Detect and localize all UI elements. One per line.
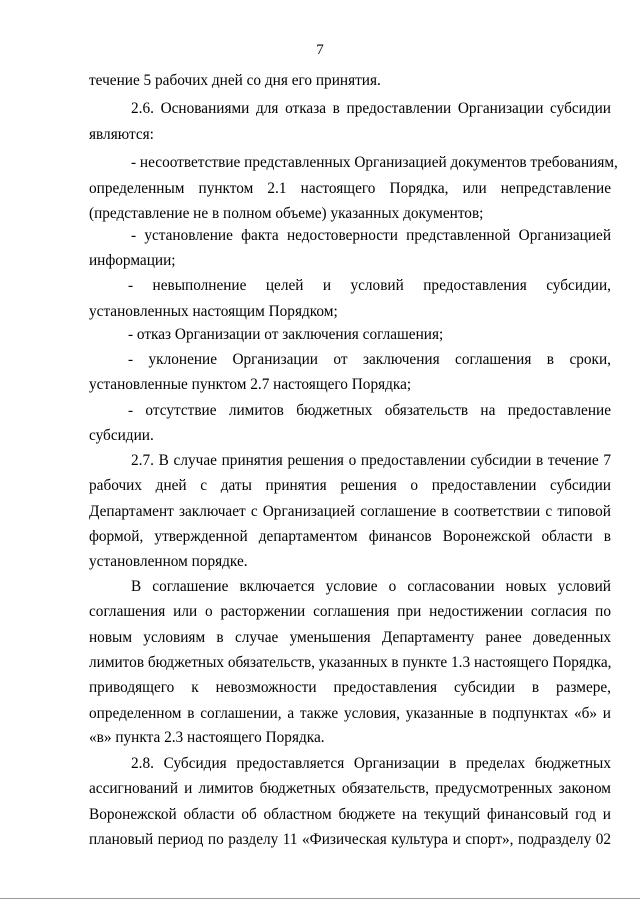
- text-line: приводящего к невозможности предоставления субсидии в размере,: [89, 679, 611, 696]
- text-line: формой, утвержденной департаментом финансов Воронежской области в: [89, 528, 611, 545]
- text-line: установленных настоящим Порядком;: [89, 303, 338, 320]
- text-line: являются:: [89, 126, 154, 143]
- text-line: субсидии.: [89, 427, 154, 444]
- text-line: течение 5 рабочих дней со дня его принятия.: [89, 72, 381, 89]
- text-line: - уклонение Организации от заключения соглашения в сроки,: [128, 351, 611, 368]
- text-line: - установление факта недостоверности представленной Организацией: [131, 227, 611, 244]
- text-line: - отсутствие лимитов бюджетных обязательств на предоставление: [128, 402, 611, 419]
- page-number: 7: [316, 42, 324, 58]
- text-line: Воронежской области об областном бюджете на текущий финансовый год и: [89, 806, 611, 823]
- text-line: лимитов бюджетных обязательств, указанных в пункте 1.3 настоящего Порядка,: [89, 654, 612, 671]
- footer-divider: [0, 898, 640, 899]
- text-line: - невыполнение целей и условий предоставления субсидии,: [128, 277, 611, 294]
- text-line: определенным пунктом 2.1 настоящего Порядка, или непредставление: [89, 180, 611, 197]
- text-line: информации;: [89, 252, 176, 269]
- text-line: определенном в соглашении, а также условия, указанные в подпунктах «б» и: [89, 705, 611, 722]
- text-line: - несоответствие представленных Организацией документов требованиям,: [131, 154, 618, 171]
- text-line: 2.7. В случае принятия решения о предоставлении субсидии в течение 7: [131, 452, 611, 469]
- text-line: установленном порядке.: [89, 553, 248, 570]
- text-line: новым условиям в случае уменьшения Департаменту ранее доведенных: [89, 629, 611, 646]
- text-line: соглашения или о расторжении соглашения при недостижении согласия по: [89, 603, 611, 620]
- text-line: ассигнований и лимитов бюджетных обязательств, предусмотренных законом: [89, 780, 611, 797]
- text-line: - отказ Организации от заключения соглашения;: [128, 326, 444, 343]
- text-line: Департамент заключает с Организацией соглашение в соответствии с типовой: [89, 503, 611, 520]
- text-line: «в» пункта 2.3 настоящего Порядка.: [89, 729, 325, 746]
- text-line: 2.6. Основаниями для отказа в предоставлении Организации субсидии: [131, 100, 611, 117]
- text-line: установленные пунктом 2.7 настоящего Порядка;: [89, 376, 412, 393]
- text-line: рабочих дней с даты принятия решения о предоставлении субсидии: [89, 477, 611, 494]
- text-line: (представление не в полном объеме) указанных документов;: [89, 205, 484, 222]
- text-line: плановый период по разделу 11 «Физическая культура и спорт», подразделу 02: [89, 831, 611, 848]
- text-line: 2.8. Субсидия предоставляется Организации в пределах бюджетных: [131, 755, 611, 772]
- text-line: В соглашение включается условие о согласовании новых условий: [131, 578, 611, 595]
